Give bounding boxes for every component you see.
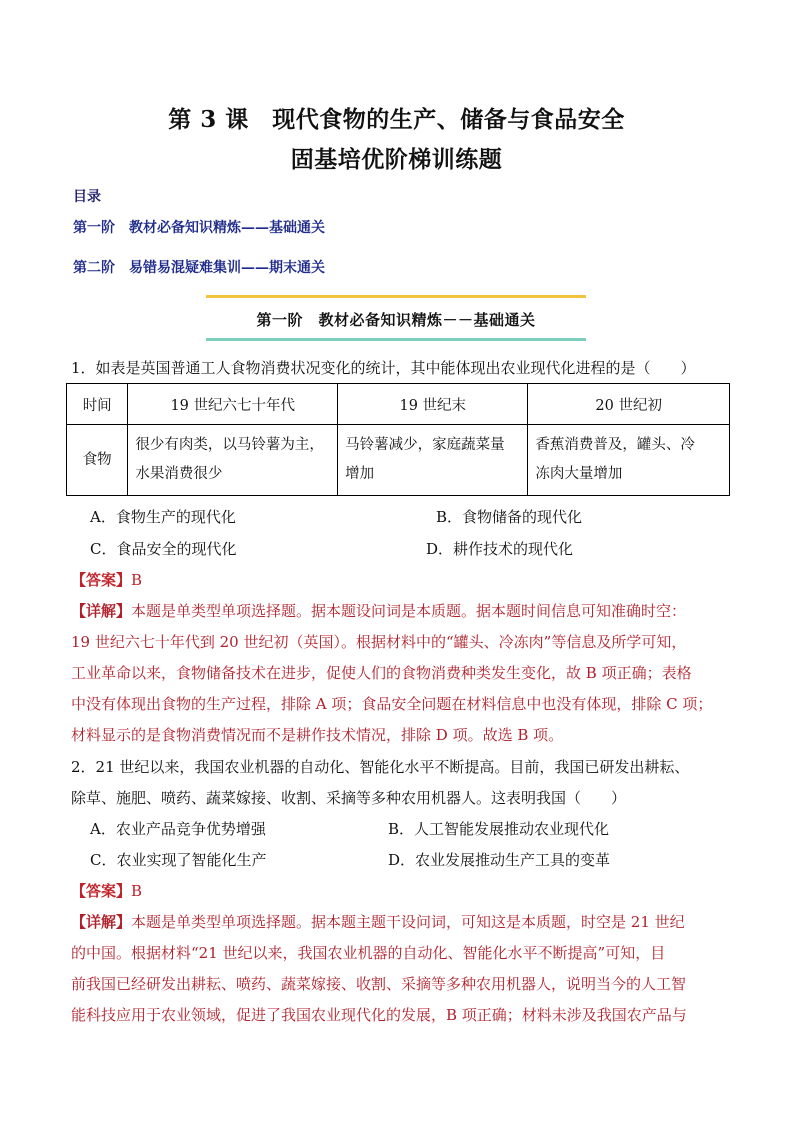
q2-detail-line: 能科技应用于农业领域，促进了我国农业现代化的发展，B 项正确；材料未涉及我国农产品与 — [71, 1006, 687, 1024]
table-row-label: 食物 — [67, 425, 128, 496]
q2-option-b[interactable]: B．人工智能发展推动农业现代化 — [388, 820, 610, 838]
section-banner — [206, 295, 586, 341]
table-cell-line: 香蕉消费普及，罐头、冷 — [535, 437, 695, 453]
banner-top-rule — [206, 295, 586, 298]
q1-detail-line: 工业革命以来，食物储备技术在进步，促使人们的食物消费种类发生变化，故 B 项正确；表格 — [71, 664, 692, 682]
question-2-stem-line: 除草、施肥、喷药、蔬菜嫁接、收割、采摘等多种农用机器人。这表明我国（ ） — [71, 789, 627, 807]
q2-detail-line: 前我国已经研发出耕耘、喷药、蔬菜嫁接、收割、采摘等多种农用机器人，说明当今的人工智 — [71, 975, 687, 993]
q1-detail-line: 材料显示的是食物消费情况而不是耕作技术情况，排除 D 项。故选 B 项。 — [71, 726, 564, 744]
food-consumption-table — [66, 383, 730, 496]
q2-option-a[interactable]: A．农业产品竞争优势增强 — [90, 820, 266, 838]
q1-detail-line: 中没有体现出食物的生产过程，排除 A 项；食品安全问题在材料信息中也没有体现，排除 C 项； — [71, 695, 713, 713]
q2-option-d[interactable]: D．农业发展推动生产工具的变革 — [388, 851, 611, 869]
q1-detail-line: 19 世纪六七十年代到 20 世纪初（英国）。根据材料中的“罐头、冷冻肉”等信息及所学可知， — [71, 633, 687, 651]
toc-item-stage-2[interactable]: 第二阶 易错易混疑难集训——期末通关 — [73, 260, 325, 276]
detail-tag: 【详解】 — [71, 913, 132, 931]
table-row — [67, 425, 730, 496]
q1-option-c[interactable]: C．食品安全的现代化 — [90, 540, 237, 558]
q1-detail-line — [71, 600, 686, 621]
answer-value: B — [131, 571, 143, 589]
q1-option-a[interactable]: A．食物生产的现代化 — [90, 508, 236, 526]
table-header-cell: 19 世纪末 — [338, 384, 528, 425]
question-2-stem-line: 2．21 世纪以来，我国农业机器的自动化、智能化水平不断提高。目前，我国已研发出耕耘、 — [71, 758, 690, 776]
table-header-cell: 20 世纪初 — [528, 384, 730, 425]
table-header-cell: 19 世纪六七十年代 — [128, 384, 338, 425]
table-cell — [128, 425, 338, 496]
table-cell — [528, 425, 730, 496]
detail-text: 本题是单类型单项选择题。据本题主题干设问词，可知这是本质题，时空是 21 世纪 — [131, 913, 685, 931]
table-cell-line: 水果消费很少 — [135, 466, 223, 482]
q1-answer — [71, 569, 142, 590]
banner-bottom-rule — [206, 338, 586, 341]
detail-text: 本题是单类型单项选择题。据本题设问词是本质题。据本题时间信息可知准确时空： — [131, 602, 687, 620]
table-cell-line: 增加 — [345, 466, 375, 482]
answer-tag: 【答案】 — [71, 571, 132, 589]
table-cell — [338, 425, 528, 496]
section-banner-title: 第一阶 教材必备知识精炼－－基础通关 — [256, 311, 536, 329]
exercise-title: 固基培优阶梯训练题 — [290, 146, 503, 173]
table-cell-line: 冻肉大量增加 — [535, 466, 623, 482]
table-cell-line: 很少有肉类，以马铃薯为主， — [135, 437, 324, 453]
toc-item-stage-1[interactable]: 第一阶 教材必备知识精炼——基础通关 — [73, 220, 325, 236]
question-1-stem: 1．如表是英国普通工人食物消费状况变化的统计，其中能体现出农业现代化进程的是（ ） — [71, 359, 696, 377]
q2-option-c[interactable]: C．农业实现了智能化生产 — [90, 851, 267, 869]
table-cell-line: 马铃薯减少，家庭蔬菜量 — [345, 437, 505, 453]
table-header-cell: 时间 — [67, 384, 128, 425]
answer-tag: 【答案】 — [71, 882, 132, 900]
q1-option-d[interactable]: D．耕作技术的现代化 — [426, 540, 574, 558]
detail-tag: 【详解】 — [71, 602, 132, 620]
q2-detail-line — [71, 911, 685, 932]
q1-option-b[interactable]: B．食物储备的现代化 — [436, 508, 583, 526]
answer-value: B — [131, 882, 143, 900]
toc-heading: 目录 — [73, 189, 101, 205]
lesson-title: 第 3 课 现代食物的生产、储备与食品安全 — [168, 106, 625, 133]
q2-detail-line: 的中国。根据材料“21 世纪以来，我国农业机器的自动化、智能化水平不断提高”可知，目 — [71, 944, 666, 962]
q2-answer — [71, 880, 142, 901]
table-header-row — [67, 384, 730, 425]
